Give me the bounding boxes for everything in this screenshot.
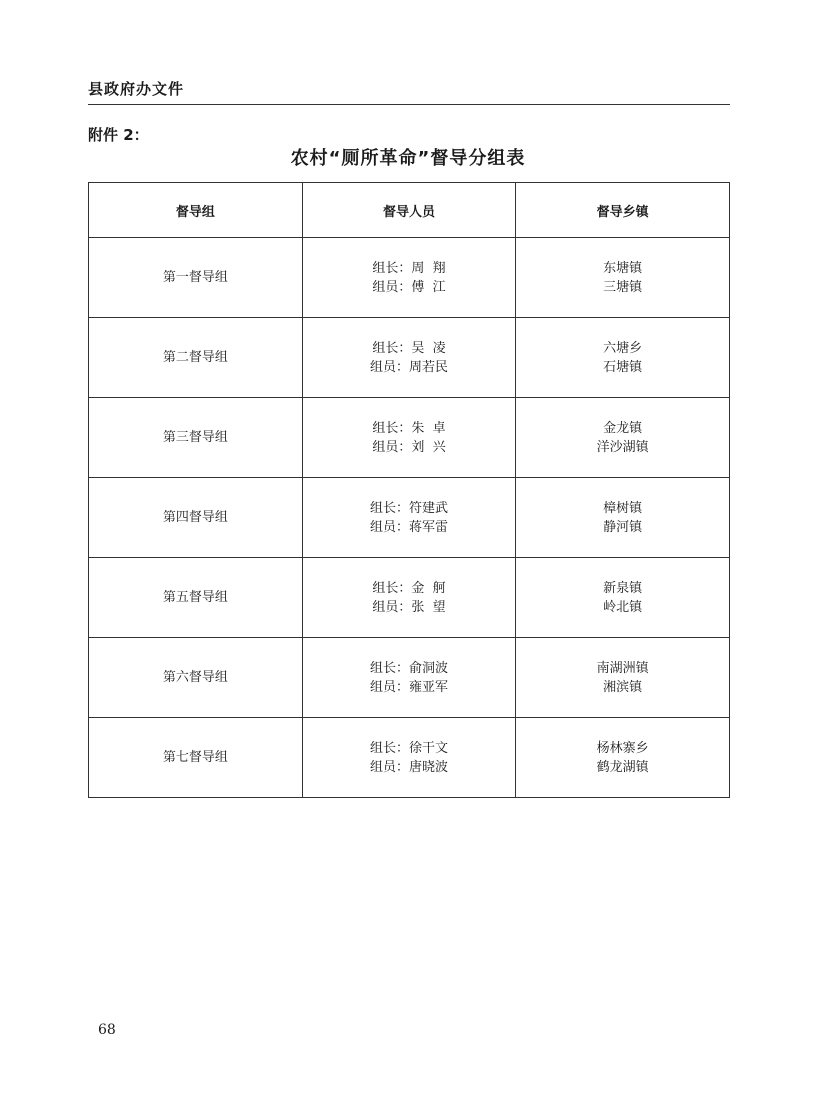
member-name: 组员：傅 江: [372, 279, 446, 295]
group-cell: 第六督导组: [89, 638, 303, 718]
towns-cell: [516, 718, 730, 798]
personnel-cell: [302, 638, 516, 718]
towns-cell: [516, 398, 730, 478]
town-name: 鹤龙湖镇: [596, 759, 649, 775]
document-header: 县政府办文件: [88, 80, 185, 98]
group-cell: 第三督导组: [89, 398, 303, 478]
member-name: 组员：刘 兴: [372, 439, 446, 455]
group-cell: 第四督导组: [89, 478, 303, 558]
personnel-cell: [302, 318, 516, 398]
towns-cell: [516, 558, 730, 638]
leader-name: 组长：俞洞波: [369, 660, 448, 676]
member-name: 组员：雍亚军: [369, 679, 448, 695]
member-name: 组员：周若民: [369, 359, 448, 375]
table-row: [89, 238, 730, 318]
town-name: 湘滨镇: [603, 679, 643, 695]
towns-cell: [516, 478, 730, 558]
table-header-row: [89, 183, 730, 238]
column-header-personnel: 督导人员: [302, 183, 516, 238]
personnel-cell: [302, 558, 516, 638]
table-row: [89, 718, 730, 798]
town-name: 三塘镇: [603, 279, 643, 295]
column-header-group: 督导组: [89, 183, 303, 238]
group-cell: 第五督导组: [89, 558, 303, 638]
group-cell: 第一督导组: [89, 238, 303, 318]
leader-name: 组长：徐干文: [369, 740, 448, 756]
table-row: [89, 638, 730, 718]
town-name: 金龙镇: [603, 420, 643, 436]
personnel-cell: [302, 718, 516, 798]
town-name: 南湖洲镇: [596, 660, 649, 676]
town-name: 洋沙湖镇: [596, 439, 649, 455]
leader-name: 组长：吴 凌: [372, 340, 446, 356]
table-row: [89, 478, 730, 558]
leader-name: 组长：周 翔: [372, 260, 446, 276]
towns-cell: [516, 638, 730, 718]
table-row: [89, 398, 730, 478]
personnel-cell: [302, 478, 516, 558]
page-number: 68: [98, 1022, 116, 1038]
attachment-label: 附件 2：: [88, 126, 149, 144]
supervision-table: [88, 182, 730, 798]
member-name: 组员：张 望: [372, 599, 446, 615]
town-name: 六塘乡: [603, 340, 643, 356]
towns-cell: [516, 238, 730, 318]
towns-cell: [516, 318, 730, 398]
leader-name: 组长：符建武: [369, 500, 448, 516]
leader-name: 组长：金 舸: [372, 580, 446, 596]
table-row: [89, 558, 730, 638]
town-name: 静河镇: [603, 519, 643, 535]
document-title: 农村“厕所革命”督导分组表: [290, 148, 526, 169]
town-name: 石塘镇: [603, 359, 643, 375]
table-row: [89, 318, 730, 398]
header-divider: [88, 104, 730, 105]
town-name: 杨林寨乡: [596, 740, 649, 756]
member-name: 组员：唐晓波: [369, 759, 448, 775]
town-name: 东塘镇: [603, 260, 643, 276]
leader-name: 组长：朱 卓: [372, 420, 446, 436]
column-header-towns: 督导乡镇: [516, 183, 730, 238]
town-name: 樟树镇: [603, 500, 643, 516]
group-cell: 第二督导组: [89, 318, 303, 398]
town-name: 岭北镇: [603, 599, 643, 615]
personnel-cell: [302, 398, 516, 478]
member-name: 组员：蒋军雷: [369, 519, 448, 535]
town-name: 新泉镇: [603, 580, 643, 596]
group-cell: 第七督导组: [89, 718, 303, 798]
personnel-cell: [302, 238, 516, 318]
